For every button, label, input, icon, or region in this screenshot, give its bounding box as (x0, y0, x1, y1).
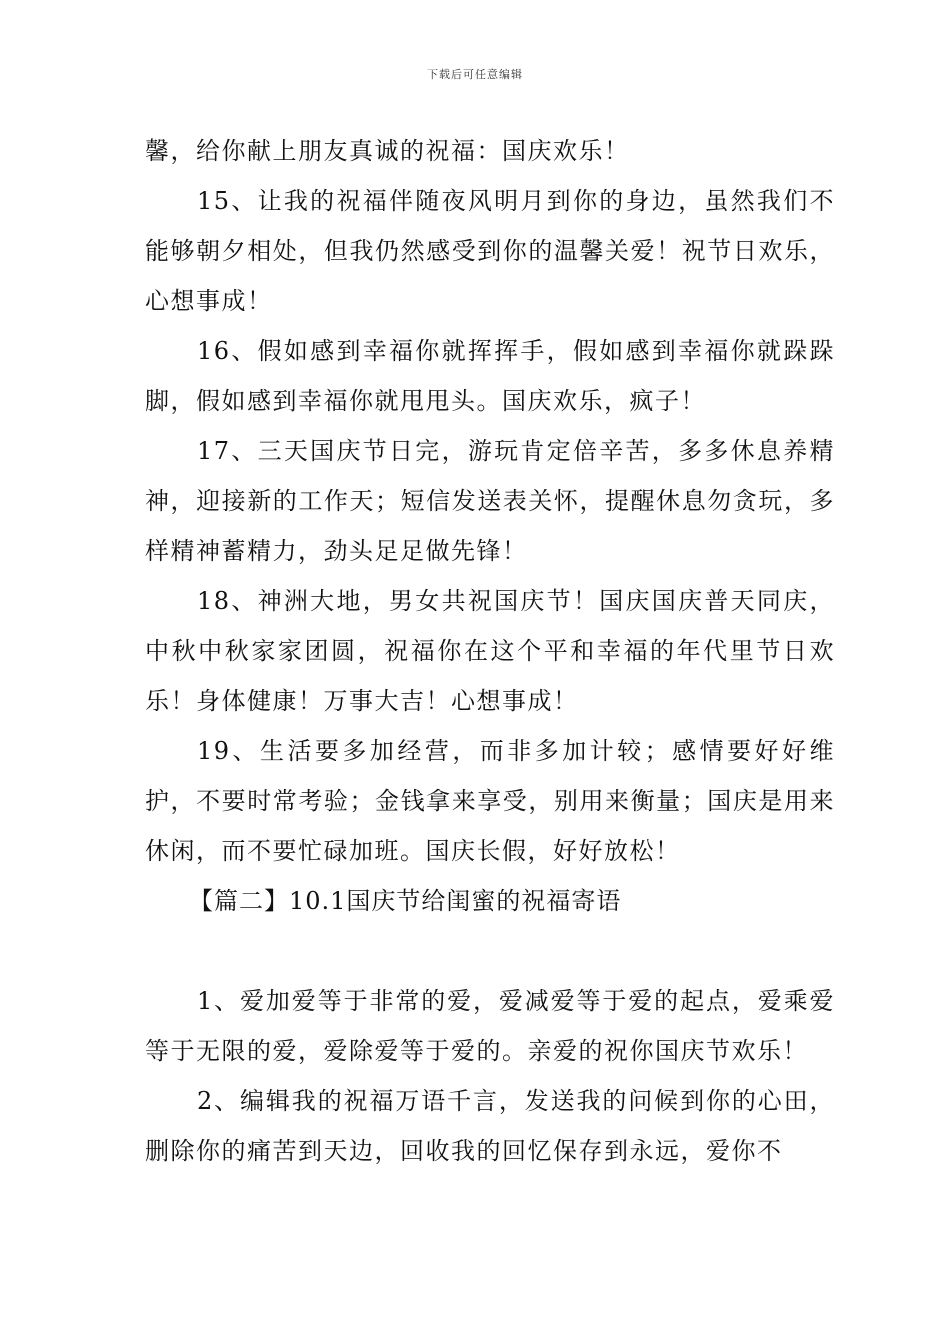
section-spacer (145, 926, 835, 976)
document-body (145, 126, 835, 1176)
paragraph-item-16: 16、假如感到幸福你就挥挥手，假如感到幸福你就跺跺脚，假如感到幸福你就甩甩头。国庆欢乐，疯子！ (145, 337, 835, 415)
paragraph-item-15: 15、让我的祝福伴随夜风明月到你的身边，虽然我们不能够朝夕相处，但我仍然感受到你的温馨关爱！祝节日欢乐，心想事成！ (145, 187, 835, 315)
paragraph-item-17: 17、三天国庆节日完，游玩肯定倍辛苦，多多休息养精神，迎接新的工作天；短信发送表关怀，提醒休息勿贪玩，多样精神蓄精力，劲头足足做先锋！ (145, 437, 835, 565)
paragraph-item-18: 18、神洲大地，男女共祝国庆节！国庆国庆普天同庆，中秋中秋家家团圆，祝福你在这个平和幸福的年代里节日欢乐！身体健康！万事大吉！心想事成！ (145, 587, 835, 715)
page-header: 下载后可任意编辑 (427, 68, 523, 81)
paragraph-continuation: 馨，给你献上朋友真诚的祝福：国庆欢乐！ (145, 137, 630, 165)
paragraph-item-19: 19、生活要多加经营，而非多加计较；感情要好好维护，不要时常考验；金钱拿来享受，别用来衡量；国庆是用来休闲，而不要忙碌加班。国庆长假，好好放松！ (145, 737, 835, 865)
section-title: 【篇二】10.1国庆节给闺蜜的祝福寄语 (189, 887, 622, 915)
paragraph-item-2: 2、编辑我的祝福万语千言，发送我的问候到你的心田，删除你的痛苦到天边，回收我的回忆保存到永远，爱你不 (145, 1087, 835, 1165)
paragraph-item-1: 1、爱加爱等于非常的爱，爱减爱等于爱的起点，爱乘爱等于无限的爱，爱除爱等于爱的。亲爱的祝你国庆节欢乐！ (145, 987, 835, 1065)
